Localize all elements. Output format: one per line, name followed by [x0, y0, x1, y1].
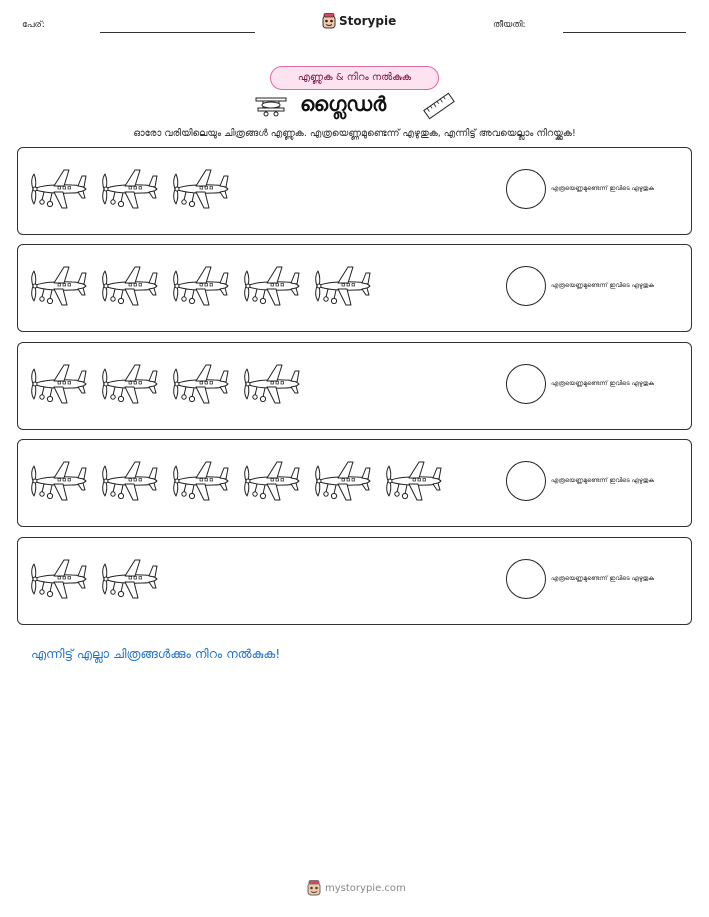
plane-icon: [312, 263, 374, 311]
storypie-logo: [322, 13, 396, 29]
plane-icon: [28, 166, 90, 214]
instructions: ഓരോ വരിയിലെയും ചിത്രങ്ങൾ എണ്ണുക. എത്രയെണ്ണമുണ്ടെന്ന് എഴുതുക, എന്നിട്ട് അവയെല്ലാം നിറയ്ക്കുക!: [133, 128, 576, 139]
plane-icon: [99, 556, 161, 604]
plane-icon: [99, 166, 161, 214]
plane-icon: [28, 556, 90, 604]
footer-url: mystorypie.com: [325, 882, 406, 894]
write-hint: എത്രയെണ്ണമുണ്ടെന്ന് ഇവിടെ എഴുതുക: [551, 575, 654, 582]
count-row: [17, 537, 692, 625]
plane-group: [28, 458, 454, 508]
ruler-icon: [422, 92, 456, 120]
plane-icon: [99, 458, 161, 506]
count-row: [17, 439, 692, 527]
plane-icon: [312, 458, 374, 506]
plane-icon: [28, 458, 90, 506]
name-line[interactable]: [100, 32, 255, 33]
count-row: [17, 147, 692, 235]
plane-group: [28, 556, 170, 606]
write-hint: എത്രയെണ്ണമുണ്ടെന്ന് ഇവിടെ എഴുതുക: [551, 380, 654, 387]
answer-circle[interactable]: [506, 461, 546, 501]
write-hint: എത്രയെണ്ണമുണ്ടെന്ന് ഇവിടെ എഴുതുക: [551, 185, 654, 192]
page-title: ഗ്ലൈഡർ: [300, 92, 387, 116]
plane-icon: [99, 263, 161, 311]
storypie-logo-icon: [322, 13, 336, 29]
plane-group: [28, 263, 383, 313]
plane-group: [28, 166, 241, 216]
answer-circle[interactable]: [506, 169, 546, 209]
title-row: [250, 92, 460, 120]
glider-icon: [254, 94, 290, 118]
plane-icon: [241, 263, 303, 311]
plane-icon: [28, 263, 90, 311]
answer-circle[interactable]: [506, 559, 546, 599]
write-hint: എത്രയെണ്ണമുണ്ടെന്ന് ഇവിടെ എഴുതുക: [551, 477, 654, 484]
plane-icon: [241, 361, 303, 409]
count-row: [17, 244, 692, 332]
footer-logo-icon: [307, 880, 321, 896]
logo-text: Storypie: [339, 14, 397, 28]
plane-group: [28, 361, 312, 411]
plane-icon: [170, 166, 232, 214]
date-label: തീയതി:: [493, 20, 526, 30]
plane-icon: [28, 361, 90, 409]
plane-icon: [170, 361, 232, 409]
plane-icon: [170, 263, 232, 311]
write-hint: എത്രയെണ്ണമുണ്ടെന്ന് ഇവിടെ എഴുതുക: [551, 282, 654, 289]
footer: [307, 880, 406, 896]
plane-icon: [383, 458, 445, 506]
plane-icon: [241, 458, 303, 506]
name-label: പേര്:: [22, 20, 45, 30]
activity-badge: എണ്ണുക & നിറം നൽകുക: [270, 66, 439, 90]
color-instruction: എന്നിട്ട് എല്ലാ ചിത്രങ്ങൾക്കും നിറം നൽകുക!: [31, 646, 281, 661]
plane-icon: [170, 458, 232, 506]
plane-icon: [99, 361, 161, 409]
date-line[interactable]: [563, 32, 686, 33]
count-row: [17, 342, 692, 430]
answer-circle[interactable]: [506, 364, 546, 404]
answer-circle[interactable]: [506, 266, 546, 306]
